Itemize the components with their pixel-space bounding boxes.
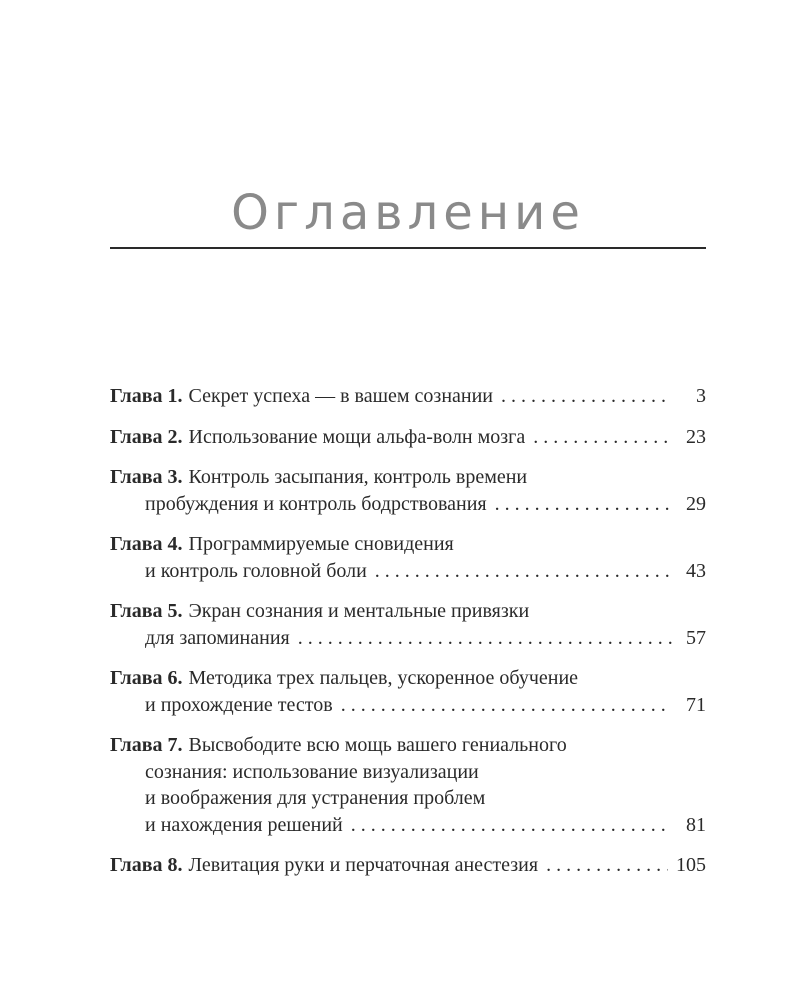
- toc-entry-2[interactable]: [110, 424, 706, 451]
- page-number: 57: [686, 626, 706, 649]
- chapter-title: Контроль засыпания, контроль времени: [188, 466, 528, 488]
- chapter-label: Глава 5.: [110, 600, 183, 622]
- chapter-title: Экран сознания и ментальные привязки: [188, 600, 530, 622]
- chapter-title: Программируемые сновидения: [188, 533, 454, 555]
- dot-leader: [546, 852, 668, 879]
- chapter-label: Глава 7.: [110, 734, 183, 756]
- chapter-title-continued: сознания: использование визуализации: [145, 760, 479, 783]
- chapter-title-continued: и контроль головной боли: [145, 559, 367, 582]
- chapter-title-continued: для запоминания: [145, 626, 290, 649]
- chapter-label: Глава 3.: [110, 466, 183, 488]
- dot-leader: [341, 692, 672, 719]
- page-number: 71: [686, 693, 706, 716]
- chapter-label: Глава 6.: [110, 667, 183, 689]
- chapter-label: Глава 2.: [110, 425, 183, 448]
- chapter-title: Левитация руки и перчаточная анестезия: [188, 854, 539, 876]
- chapter-title-continued: и нахождения решений: [145, 813, 343, 836]
- chapter-title: Использование мощи альфа-волн мозга: [188, 425, 526, 448]
- page-number: 81: [686, 813, 706, 836]
- title-divider: [110, 247, 706, 249]
- toc-entry-7[interactable]: [110, 732, 706, 838]
- toc-entry-8[interactable]: [110, 852, 706, 879]
- dot-leader: [495, 491, 672, 518]
- dot-leader: [533, 424, 672, 451]
- toc-entry-6[interactable]: [110, 665, 706, 718]
- dot-leader: [351, 812, 672, 839]
- dot-leader: [501, 383, 672, 410]
- chapter-title-continued: пробуждения и контроль бодрствования: [145, 492, 487, 515]
- chapter-label: Глава 8.: [110, 854, 183, 876]
- page-number: 43: [686, 559, 706, 582]
- chapter-label: Глава 4.: [110, 533, 183, 555]
- table-of-contents: [110, 383, 706, 893]
- page-number: 29: [686, 492, 706, 515]
- toc-entry-5[interactable]: [110, 598, 706, 651]
- dot-leader: [298, 625, 672, 652]
- page-title: Оглавление: [231, 185, 585, 241]
- page-number: 3: [696, 385, 706, 407]
- toc-entry-4[interactable]: [110, 531, 706, 584]
- dot-leader: [375, 558, 672, 585]
- page-number: 23: [686, 425, 706, 448]
- chapter-title: Секрет успеха — в вашем сознании: [188, 385, 494, 407]
- page-number: 105: [676, 854, 706, 876]
- chapter-title-continued: и прохождение тестов: [145, 693, 333, 716]
- chapter-label: Глава 1.: [110, 385, 183, 407]
- chapter-title: Методика трех пальцев, ускоренное обучение: [188, 667, 579, 689]
- chapter-title-continued: и воображения для устранения проблем: [145, 787, 486, 809]
- toc-entry-3[interactable]: [110, 464, 706, 517]
- chapter-title: Высвободите всю мощь вашего гениального: [188, 734, 567, 756]
- toc-entry-1[interactable]: [110, 383, 706, 410]
